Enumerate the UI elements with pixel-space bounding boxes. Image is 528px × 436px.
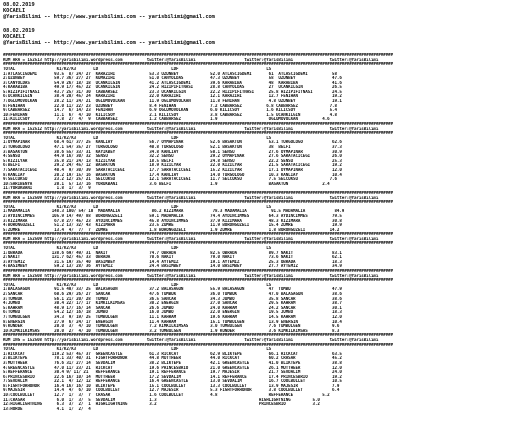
table-row: 6:TOMBU 54.2 12/ 16/ 18 JUMBO 16.0 JUMBO 22.0 ENERGIN 19.5 JUMBO 18.3 bbox=[3, 310, 342, 315]
separator-rule: ################################################################################################################################################################ bbox=[3, 53, 393, 58]
table-row: 5:ZUMRE 13.4 4/ 7/ 7 ZUMRE 1.8 BORONGUZELI 1.9 ZUMRE 1.8 BORONGUZELI 14.2 bbox=[3, 227, 340, 232]
table-row: 3:KIZIMARA 67.8 27/ 45/ 23 AYDINCIMMES 45.8 AYDINCIMMES 37.9 KIZIMARA 48.3 KIZIMARA 30.8 bbox=[3, 218, 342, 223]
section-title: KUM ARA = 152513 http://yarisbilimi.wordpress.com twitter:@YarisBilimi twitter:@YarisBilimi twitter:@YarisBilimi bbox=[3, 57, 379, 62]
separator-rule: ################################################################################################################################################################ bbox=[3, 342, 393, 347]
section-column-head: TOTAL K1/K2/K3 LD LDF LS bbox=[3, 135, 272, 140]
table-row: 11:YORUKBANI 1.8 1/ 3/ 9 bbox=[3, 186, 91, 191]
table-row: 5:KIZILYAR 35.8 21/ 24/ 13 KIZILYAR 18.5 BELFI 24.8 SENSU 22.2 SENSU 25.3 bbox=[3, 158, 342, 163]
section-title: KUM ARA = 152512 http://yarisbilimi.wordpress.com twitter:@YarisBilimi twitter:@YarisBilimi twitter:@YarisBilimi bbox=[3, 126, 379, 131]
separator-rule: ################################################################################################################################################################ bbox=[3, 269, 393, 274]
separator-rule: ################################################################################################################################################################ bbox=[3, 333, 393, 338]
header-place: KOCAELI bbox=[3, 33, 26, 40]
table-row: 3:TUMBUK 56.1 21/ 20/ 28 TUMBU 36.5 SANCAR 34.3 JUMBO 35.8 SANCAR 38.6 bbox=[3, 296, 342, 301]
table-row: 4:GREENCASTLE 47.0 11/ 23/ 21 RICKCAT 19.6 PRINCESBRIO 21.0 GREENCASTLE 26.1 MUTTHEER 12.0 bbox=[3, 365, 342, 370]
table-row: 4:KARABIBA 49.9 17/ 45/ 22 UCANKILGIN 24.2 HIZIPIFITNASI 28.8 CANYOLDAS 27 UCANKILGIN 26.5 bbox=[3, 85, 342, 90]
section-column-head: TOTAL K1/K2/K3 LD LDF LS bbox=[3, 282, 272, 287]
header-date: 08.02.2019 bbox=[3, 27, 35, 34]
table-row: 2:AYDINCIMMES 105.9 14/ 49/ 88 BORONGUZELI 59.1 MADAMALIA 74.4 AYDINCIMMES 64.3 AYDINCIMMES 79.5 bbox=[3, 213, 342, 218]
table-row: 2:TURGOLOGO 47.1 54/ 35/ 27 TURGOLOGO 40.8 TURGOLOGO 52.1 BASAKTUN 38 BELFI 37.3 bbox=[3, 145, 342, 149]
header-credit: @YarisBilimi -- http://www.yarisbilimi.com -- yarisbilimi@gmail.com bbox=[3, 39, 215, 46]
separator-rule: ################################################################################################################################################################ bbox=[3, 278, 393, 283]
table-row: 10:KIMKILKIMSAS 20.0 2/ 4/ 10 TUMBULGEN 3.2 TUMBULGEN 1.9 KUNDER 3.6 KIMKILKIMSAS 8.3 bbox=[3, 328, 340, 333]
table-row: 6:PRINCESBRIO 22.6 16/ 10/ 14 MUTTHEER 17.2 SEVDALIM 14.1 REFFERANCE 17.4 PRINCESBRIO 19.2 bbox=[3, 374, 342, 379]
separator-rule: ################################################################################################################################################################ bbox=[3, 232, 393, 237]
table-row: 7:TUMBULGEN 34.3 9/ 19/ 25 TUMBULGEN 11.1 KAHRAM 19.6 KAHRAM 14.5 KAHRAM 12.0 bbox=[3, 314, 342, 319]
separator-rule: ################################################################################################################################################################ bbox=[3, 190, 393, 195]
separator-rule: ################################################################################################################################################################ bbox=[3, 122, 393, 127]
table-row: 5:HIZIPIFITNASI 43.7 25/ 31/ 30 CABBARSEZ 23.3 UCANKILGIN 22.2 HIZIPIFITNASI 25.8 HIZIPIFITNASI 24.5 bbox=[3, 89, 342, 94]
separator-rule: ################################################################################################################################################################ bbox=[3, 200, 393, 205]
table-row: 5:REFFERANCE 30.4 9/ 11/ 21 REFFERANCE 19.1 REFFERANCE 19.7 MAJESIR 21.7 SEVDALIM 24.0 bbox=[3, 370, 342, 375]
table-row: 8:ENERGIN 27.9 6/ 24/ 17 ENERGIN 11.4 KAHRAM 15.1 TUMBULGEN 13.9 ENERGIN 10.4 bbox=[3, 319, 342, 324]
table-row: 1:OBRADA 138.6 69/ 49/ 31 NAKIT 74.7 OBRADA 82.5 OBRADA 89.7 NAKIT 83.1 bbox=[3, 250, 342, 255]
table-row: 3:AYTEMIZ 31.5 19/ 35/ 40 BASIMBEY 14.4 AYTEMIZ 19.1 AYTEMIZ 25.3 OBRADA 18.3 bbox=[3, 259, 342, 264]
table-row: 2:UZUNBEY 59.7 36/ 27/ 27 KUMAZIHI 51.0 CANYOLDAS 47.3 UZUNBEY 58 UZUNBEY 47.6 bbox=[3, 76, 342, 81]
table-row: 4:JUMBO 30.4 22/ 17/ 17 KIMKILKIMSAS 30.2 ENERGIN 27.0 SANCAR 29.5 KAHRAM 38.7 bbox=[3, 301, 342, 306]
section-title: KUM ING = 152508 http://yarisbilimi.wordpress.com twitter:@YarisBilimi twitter:@YarisBilimi twitter:@YarisBilimi bbox=[3, 337, 379, 342]
table-row: 11:CRASAR 6.0 1/ 3/ 5 SEVDALIM 1.3 HIGHLIGHTNING 5.0 bbox=[3, 397, 320, 402]
separator-rule: ################################################################################################################################################################ bbox=[3, 62, 393, 67]
table-row: 10:SARIBENYA 20.1 5/ 13/ 16 YORUKBANI 3.6 BELFI 1.9 BASAKTUN 2.4 bbox=[3, 181, 330, 186]
table-row: 7:SARATACICEGI 40.4 9/ 30/ 39 SARATACICEGI 17.7 SARATACICEGI 15.2 KIZILYAR 17.1 OYMAPINAR 12.0 bbox=[3, 167, 342, 172]
spacer bbox=[3, 21, 528, 28]
section-column-head: TOTAL K1/K2/K3 LD LDF LS bbox=[3, 347, 272, 352]
table-row: 1:MADAMALIA 148.3 100/ 54/ 10 MADAMALIA 86.2 KIZIMARA 78.3 MADAMALIA 91.5 MADAMALIA 84.9 bbox=[3, 209, 345, 214]
header-credit: @YarisBilimi -- http://www.yarisbilimi.com -- yarisbilimi@gmail.com bbox=[3, 14, 215, 21]
table-row: 3:CANYOLDAS 54.9 26/ 18/ 18 UCANKILGIN 41.2 ATLASCIGDEMI 39.6 KARABIBA 48 KARABIBA 41.6 bbox=[3, 80, 342, 85]
table-row: 1:BALASAGUN 91.5 40/ 33/ 25 BALASAGUN 37.2 BALASAGUN 55.9 BALASAGUN 47 TOMBU 47.9 bbox=[3, 287, 342, 292]
header-date: 08.02.2019 bbox=[3, 2, 35, 8]
table-row: 6:BELFI 29.2 24/ 45/ 12 BASAKTUN 18.9 KIZILYAR 22.0 KIZILYAR 21.5 SARATACICEGI 19.2 bbox=[3, 163, 342, 168]
header-place: KOCAELI bbox=[3, 8, 26, 15]
table-row: 2:NAKIT 131.7 62/ 45/ 33 OBRADA 70.6 NAKIT 79.0 NAKIT 73.6 NAKIT 62.1 bbox=[3, 255, 342, 260]
spacer bbox=[3, 46, 528, 53]
separator-rule: ################################################################################################################################################################ bbox=[3, 131, 393, 136]
table-row: 8:FENIHAN 22.0 11/ 22/ 23 UZUNBEY 8.4 FENIHAN 7.2 CABBARSEZ 6.8 CABBARSEZ 7.8 bbox=[3, 103, 337, 108]
table-row: 1:RICKCAT 119.2 53/ 45/ 37 GREENCASTLE 61.3 RICKCAT 62.9 BLIKTEPE 66.1 RICKCAT 63.5 bbox=[3, 351, 342, 356]
table-row: 8:FIGHTFORHONOR 16.4 16/ 16/ 10 BLIKTEPE 15.1 COOLBULLET 13.3 COOLBULLET 13.9 MAJESIR 7.9 bbox=[3, 383, 340, 388]
table-row: 9:CABBARSEZ 14.7 6/ 14/ 23 FENIHAN 6.9 OGLUMOVOLKAN 6.0 KILICSOY 1.6 KILICSOY 5.4 bbox=[3, 108, 337, 113]
section-title: KUM ARA = 152508 http://yarisbilimi.wordpress.com twitter:@YarisBilimi twitter:@YarisBilimi twitter:@YarisBilimi bbox=[3, 273, 379, 278]
table-row: 4:BASIMBEY 59.2 13/ 28/ 36 AYTEMIZ 24.4 BASIMBEY 14.0 BASIMBEY 27.7 AYTEMIZ 34.9 bbox=[3, 264, 342, 269]
separator-rule: ################################################################################################################################################################ bbox=[3, 241, 393, 246]
section-column-head: TOTAL K1/K2/K3 LD LDF LS bbox=[3, 204, 272, 209]
table-row: 3:MUTTHEER 76.6 31/ 27/ 14 SEVDALIM 38.2 BLIKTEPE 42.1 GREENCASTLE 41.0 BLIKTEPE 38.8 bbox=[3, 360, 342, 365]
table-row: 1:ATLASCIGDEMI 93.5 8/ 24/ 27 KARAZIHI 53.3 UZUNBEY 52.0 ATLASCIGDEMI 61 ATLASCIGDEMI 58 bbox=[3, 71, 337, 76]
table-row: 9:KUNDER 20.0 3/ 4/ 10 TUMBULGEN 7.2 KIMKILKIMSAS 3.0 TUMBULGEN 7.6 TUMBULGEN 9.6 bbox=[3, 324, 340, 329]
table-row: 9:SELCUKSU 23.2 12/ 25/ 21 SELCUKSU 12.1 SARATACICEGI 11.7 SELCUKSU 7.5 SELCUKSU 7.6 bbox=[3, 177, 337, 182]
table-row: 4:SENSU 44.9 16/ 30/ 32 SENSU 32.2 SENSU 29.2 OYMAPINAR 27.6 SARATACICEGI 26.0 bbox=[3, 154, 342, 159]
table-row: 2:SANCAR 60.6 29/ 26/ 27 SANCAR 47.6 TUMBUK 36.0 TUMBUK 47.0 BALASAGUN 38.6 bbox=[3, 292, 342, 296]
table-row: 13:HOROE 4.1 1/ 2/ 4 bbox=[3, 406, 91, 411]
table-row: 5:KAHRAM 48.9 17/ 16/ 14 SANCAR 26.6 JUMBO 24.0 KAHRAM 24.2 SANCAR 30.1 bbox=[3, 305, 342, 310]
section-column-head: TOTAL K1/K2/K3 LD LDF LS bbox=[3, 246, 272, 251]
table-row: 3:BASAKTUN 38.6 55/ 33/ 31 KAYIKBEY 34.8 KANLIAY 50.1 SENSU 27.6 OYMAPINAR 30.9 bbox=[3, 149, 342, 154]
table-row: 2:BLIKTEPE 78.1 33/ 40/ 31 FIGHTFORHONOR 44.8 MUTTHEER 44.0 RICKCAT 60.2 CRASAR 45.2 bbox=[3, 356, 342, 361]
section-title: KUM ARA = 152509 http://yarisbilimi.wordpress.com twitter:@YarisBilimi twitter:@YarisBilimi twitter:@YarisBilimi bbox=[3, 195, 379, 200]
section-title: KUM ARA = 152509 http://yarisbilimi.wordpress.com twitter:@YarisBilimi twitter:@YarisBilimi twitter:@YarisBilimi bbox=[3, 236, 379, 241]
table-row: 10:FENIHAN 11.1 6/ 4/ 10 KILICSOY 2.1 KILICSOY 3.8 CABBARSEZ 1.5 UCANKILGIN 4.8 bbox=[3, 112, 337, 117]
table-row: 11:KILICSOY 7.8 2/ 4/ 9 CABBARSEZ 1.2 CABBARSEZ 1.9 OGLUMOVOLKAN 4.6 bbox=[3, 117, 330, 122]
table-row: 8:KANLIAY 20.2 19/ 15/ 16 BASAKTUN 17.4 KANLIAY 14.0 TURGOLOGO 10.3 KANLIAY 10.4 bbox=[3, 172, 342, 177]
table-row: 9:MAJESIR 14.4 4/ 6/ 10 COOLBULLET 12.7 MAJESIR 5.3 FIGHTFORHONOR 3.8 COOLBULLET 6.4 bbox=[3, 388, 340, 393]
table-row: 7:OGLUMOVOLKAN 28.2 11/ 24/ 21 OGLUMOVOLKAN 11.9 OGLUMOVOLKAN 11.8 FENIHAN 4.8 UZUNBEY 19.1 bbox=[3, 99, 342, 104]
section-column-head: TOTAL K1/K2/K3 LD LDF LS bbox=[3, 66, 272, 71]
table-row: 12:HIGHLIGHTNING 6.3 3/ 2/ 1 HIGHLIGHTNING 3.2 PRINCESBRIO 3.2 bbox=[3, 402, 320, 407]
table-row: 1:OYMAPINAR 68.4 61/ 37/ 25 KANLIAY 56.7 OYMAPINAR 52.6 BASAKTUN 53.1 TURGOLOGO 62.6 bbox=[3, 140, 342, 145]
table-row: 10:COOLBULLET 12.7 1/ 3/ 7 CRASAR 1.6 COOLBULLET 4.8 REFFERANCE 5.2 bbox=[3, 393, 330, 398]
table-row: 4:BORONGUZELI 51.2 13/ 32/ 43 KIZIMARA 23.5 ZUMRE 11.9 BORONGUZELI 15.4 ZUMRE 19.9 bbox=[3, 223, 342, 228]
table-row: 7:SEVDALIM 22.1 4/ 12/ 12 REFFERANCE 16.4 GREENCASTLE 13.0 SEVDALIM 16.7 COOLBULLET 10.5 bbox=[3, 379, 342, 384]
table-row: 6:UCANKILGIN 38.4 20/ 45/ 24 KARAZIHI 22.0 KARAZIHI 12.1 KARAZIHI 12.7 FENIHAN 19.2 bbox=[3, 94, 342, 99]
